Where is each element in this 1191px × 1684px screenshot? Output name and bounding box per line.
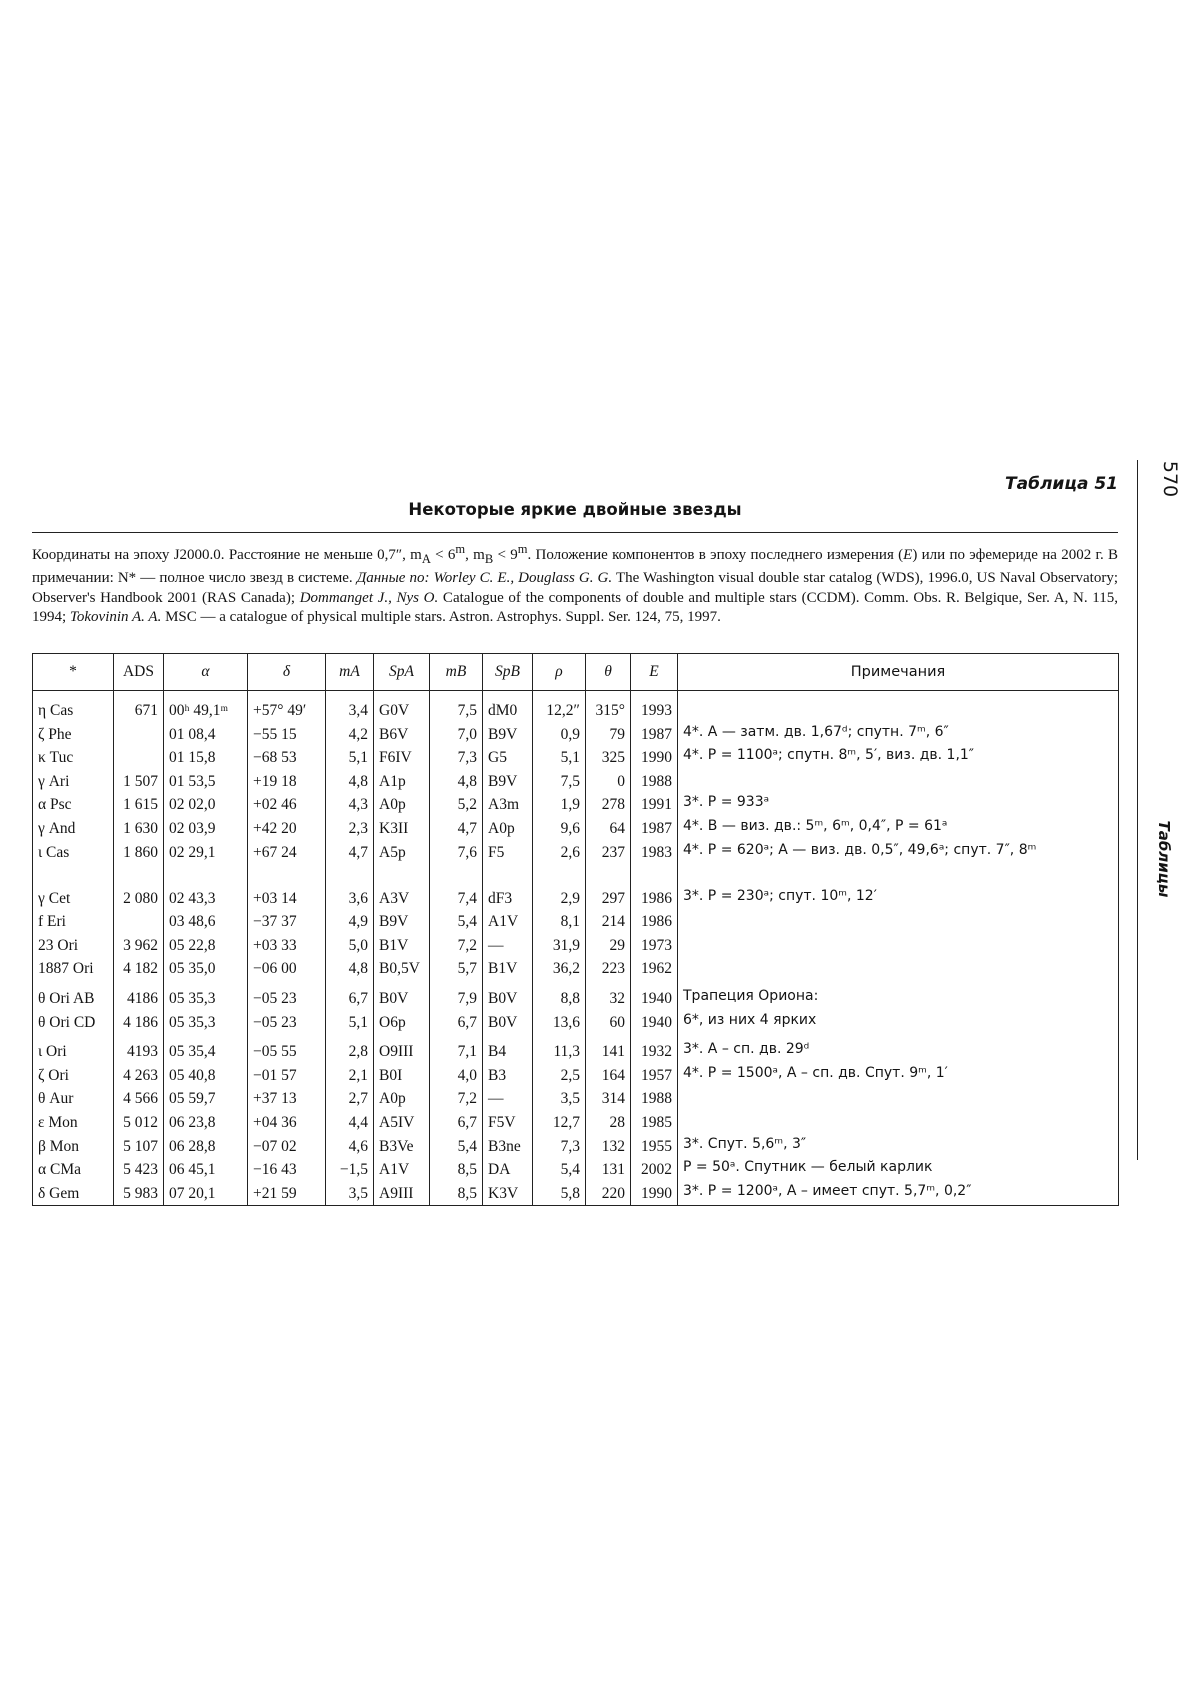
cell-mb: 5,7 xyxy=(430,957,483,981)
cell-rho: 5,1 xyxy=(533,746,586,770)
cell-alpha: 03 48,6 xyxy=(164,910,248,934)
table-row xyxy=(33,934,1119,958)
cell-delta: +37 13 xyxy=(248,1087,326,1111)
side-rule xyxy=(1137,460,1138,1160)
cell-theta: 60 xyxy=(586,1011,631,1035)
cell-e: 1988 xyxy=(631,1087,678,1111)
cell-notes xyxy=(678,1087,1119,1111)
cell-alpha: 00ʰ 49,1ᵐ xyxy=(164,691,248,723)
cell-alpha: 02 03,9 xyxy=(164,817,248,841)
cell-ads: 5 983 xyxy=(114,1182,164,1206)
cell-ads: 5 107 xyxy=(114,1135,164,1159)
cell-star: θ Ori CD xyxy=(33,1011,114,1035)
cell-rho: 2,5 xyxy=(533,1064,586,1088)
cell-e: 1987 xyxy=(631,723,678,747)
cell-delta: +42 20 xyxy=(248,817,326,841)
cell-delta: +57° 49′ xyxy=(248,691,326,723)
cell-rho: 7,5 xyxy=(533,770,586,794)
cell-delta: +03 33 xyxy=(248,934,326,958)
cell-rho: 12,2″ xyxy=(533,691,586,723)
cell-rho: 11,3 xyxy=(533,1034,586,1064)
cell-star: ι Cas xyxy=(33,841,114,881)
cell-ma: 2,3 xyxy=(326,817,374,841)
cell-theta: 223 xyxy=(586,957,631,981)
table-row xyxy=(33,957,1119,981)
cell-star: δ Gem xyxy=(33,1182,114,1206)
cell-notes xyxy=(678,691,1119,723)
table-row xyxy=(33,723,1119,747)
cell-e: 2002 xyxy=(631,1158,678,1182)
table-title: Некоторые яркие двойные звезды xyxy=(408,500,742,519)
cell-delta: −16 43 xyxy=(248,1158,326,1182)
cell-mb: 8,5 xyxy=(430,1182,483,1206)
cell-delta: −68 53 xyxy=(248,746,326,770)
cell-ads: 1 507 xyxy=(114,770,164,794)
cell-theta: 32 xyxy=(586,981,631,1011)
cell-alpha: 06 28,8 xyxy=(164,1135,248,1159)
cell-delta: +03 14 xyxy=(248,881,326,911)
cell-ma: −1,5 xyxy=(326,1158,374,1182)
cell-mb: 7,2 xyxy=(430,934,483,958)
cell-theta: 220 xyxy=(586,1182,631,1206)
cell-notes xyxy=(678,1111,1119,1135)
cell-theta: 297 xyxy=(586,881,631,911)
cell-ma: 3,6 xyxy=(326,881,374,911)
cell-spa: A0p xyxy=(374,1087,430,1111)
cell-spb: dM0 xyxy=(483,691,533,723)
cell-spa: B0,5V xyxy=(374,957,430,981)
cell-alpha: 06 45,1 xyxy=(164,1158,248,1182)
cell-spa: O9III xyxy=(374,1034,430,1064)
cell-spa: K3II xyxy=(374,817,430,841)
cell-theta: 278 xyxy=(586,793,631,817)
cell-ads: 1 860 xyxy=(114,841,164,881)
cell-alpha: 07 20,1 xyxy=(164,1182,248,1206)
cell-e: 1962 xyxy=(631,957,678,981)
cell-delta: −07 02 xyxy=(248,1135,326,1159)
cell-mb: 7,2 xyxy=(430,1087,483,1111)
cell-notes: 4*. P = 1500ᵃ, A – сп. дв. Спут. 9ᵐ, 1′ xyxy=(678,1064,1119,1088)
cell-e: 1986 xyxy=(631,881,678,911)
cell-delta: −01 57 xyxy=(248,1064,326,1088)
cell-theta: 237 xyxy=(586,841,631,881)
cell-rho: 3,5 xyxy=(533,1087,586,1111)
table-row xyxy=(33,793,1119,817)
cell-ads: 2 080 xyxy=(114,881,164,911)
cell-rho: 0,9 xyxy=(533,723,586,747)
cell-ads: 5 423 xyxy=(114,1158,164,1182)
cell-spb: — xyxy=(483,1087,533,1111)
cell-alpha: 02 29,1 xyxy=(164,841,248,881)
cell-notes: 4*. P = 620ᵃ; A — виз. дв. 0,5″, 49,6ᵃ; спут. 7″, 8ᵐ xyxy=(678,841,1119,881)
cell-alpha: 01 53,5 xyxy=(164,770,248,794)
cell-e: 1940 xyxy=(631,1011,678,1035)
cell-spa: B9V xyxy=(374,910,430,934)
table-row xyxy=(33,1087,1119,1111)
cell-e: 1940 xyxy=(631,981,678,1011)
cell-spb: F5V xyxy=(483,1111,533,1135)
cell-star: β Mon xyxy=(33,1135,114,1159)
cell-rho: 2,6 xyxy=(533,841,586,881)
cell-spa: F6IV xyxy=(374,746,430,770)
cell-spa: A0p xyxy=(374,793,430,817)
header-spb: SpB xyxy=(483,654,533,691)
cell-delta: −55 15 xyxy=(248,723,326,747)
page-number: 570 xyxy=(1159,460,1181,498)
cell-theta: 79 xyxy=(586,723,631,747)
header-alpha: α xyxy=(164,654,248,691)
cell-e: 1993 xyxy=(631,691,678,723)
cell-delta: −05 23 xyxy=(248,981,326,1011)
cell-ads: 4 566 xyxy=(114,1087,164,1111)
table-row xyxy=(33,1182,1119,1206)
cell-spa: A5p xyxy=(374,841,430,881)
cell-mb: 5,4 xyxy=(430,910,483,934)
header-mb: mB xyxy=(430,654,483,691)
header-e: E xyxy=(631,654,678,691)
cell-spb: DA xyxy=(483,1158,533,1182)
cell-ma: 4,3 xyxy=(326,793,374,817)
table-body xyxy=(33,691,1119,1206)
header-delta: δ xyxy=(248,654,326,691)
cell-notes: 4*. B — виз. дв.: 5ᵐ, 6ᵐ, 0,4″, P = 61ᵃ xyxy=(678,817,1119,841)
cell-notes xyxy=(678,910,1119,934)
cell-mb: 8,5 xyxy=(430,1158,483,1182)
cell-mb: 7,9 xyxy=(430,981,483,1011)
cell-notes: 3*. P = 230ᵃ; спут. 10ᵐ, 12′ xyxy=(678,881,1119,911)
cell-ads: 4186 xyxy=(114,981,164,1011)
cell-notes: 4*. A — затм. дв. 1,67ᵈ; спутн. 7ᵐ, 6″ xyxy=(678,723,1119,747)
cell-theta: 28 xyxy=(586,1111,631,1135)
cell-rho: 2,9 xyxy=(533,881,586,911)
cell-ma: 2,7 xyxy=(326,1087,374,1111)
table-row xyxy=(33,981,1119,1011)
cell-theta: 314 xyxy=(586,1087,631,1111)
cell-spb: A1V xyxy=(483,910,533,934)
cell-theta: 325 xyxy=(586,746,631,770)
header-theta: θ xyxy=(586,654,631,691)
cell-delta: −06 00 xyxy=(248,957,326,981)
cell-ma: 4,2 xyxy=(326,723,374,747)
cell-ads: 4 186 xyxy=(114,1011,164,1035)
table-header-row xyxy=(33,654,1119,691)
cell-e: 1983 xyxy=(631,841,678,881)
cell-rho: 1,9 xyxy=(533,793,586,817)
cell-delta: +19 18 xyxy=(248,770,326,794)
cell-rho: 13,6 xyxy=(533,1011,586,1035)
cell-spb: B1V xyxy=(483,957,533,981)
cell-theta: 164 xyxy=(586,1064,631,1088)
cell-star: η Cas xyxy=(33,691,114,723)
cell-notes: 6*, из них 4 ярких xyxy=(678,1011,1119,1035)
cell-alpha: 05 35,3 xyxy=(164,1011,248,1035)
cell-theta: 315° xyxy=(586,691,631,723)
cell-spa: A9III xyxy=(374,1182,430,1206)
cell-ads: 4 182 xyxy=(114,957,164,981)
table-row xyxy=(33,770,1119,794)
cell-theta: 29 xyxy=(586,934,631,958)
cell-alpha: 06 23,8 xyxy=(164,1111,248,1135)
cell-theta: 132 xyxy=(586,1135,631,1159)
cell-e: 1973 xyxy=(631,934,678,958)
table-row xyxy=(33,746,1119,770)
section-label: Таблицы xyxy=(1155,820,1173,898)
cell-ma: 4,7 xyxy=(326,841,374,881)
cell-spb: F5 xyxy=(483,841,533,881)
cell-ma: 2,8 xyxy=(326,1034,374,1064)
cell-ads: 3 962 xyxy=(114,934,164,958)
cell-star: ζ Ori xyxy=(33,1064,114,1088)
cell-alpha: 05 35,0 xyxy=(164,957,248,981)
cell-spa: O6p xyxy=(374,1011,430,1035)
header-notes: Примечания xyxy=(678,654,1119,691)
header-spa: SpA xyxy=(374,654,430,691)
cell-star: 1887 Ori xyxy=(33,957,114,981)
cell-rho: 8,1 xyxy=(533,910,586,934)
cell-mb: 7,0 xyxy=(430,723,483,747)
cell-star: ι Ori xyxy=(33,1034,114,1064)
cell-mb: 7,4 xyxy=(430,881,483,911)
cell-ma: 3,5 xyxy=(326,1182,374,1206)
cell-spa: A1p xyxy=(374,770,430,794)
cell-theta: 0 xyxy=(586,770,631,794)
cell-ads: 5 012 xyxy=(114,1111,164,1135)
cell-ads xyxy=(114,723,164,747)
cell-ads xyxy=(114,910,164,934)
cell-e: 1988 xyxy=(631,770,678,794)
cell-spb: dF3 xyxy=(483,881,533,911)
cell-delta: −37 37 xyxy=(248,910,326,934)
cell-alpha: 05 40,8 xyxy=(164,1064,248,1088)
cell-spb: — xyxy=(483,934,533,958)
cell-spa: A1V xyxy=(374,1158,430,1182)
cell-mb: 7,3 xyxy=(430,746,483,770)
cell-e: 1990 xyxy=(631,1182,678,1206)
table-row xyxy=(33,1011,1119,1035)
cell-ads: 4 263 xyxy=(114,1064,164,1088)
cell-ma: 4,8 xyxy=(326,957,374,981)
cell-ma: 4,4 xyxy=(326,1111,374,1135)
cell-rho: 8,8 xyxy=(533,981,586,1011)
cell-spb: A0p xyxy=(483,817,533,841)
cell-e: 1990 xyxy=(631,746,678,770)
cell-alpha: 01 15,8 xyxy=(164,746,248,770)
cell-notes: 3*. P = 933ᵃ xyxy=(678,793,1119,817)
cell-mb: 6,7 xyxy=(430,1011,483,1035)
cell-star: α CMa xyxy=(33,1158,114,1182)
cell-notes xyxy=(678,934,1119,958)
title-rule xyxy=(32,532,1118,533)
cell-ma: 4,6 xyxy=(326,1135,374,1159)
cell-notes: 3*. Спут. 5,6ᵐ, 3″ xyxy=(678,1135,1119,1159)
cell-e: 1955 xyxy=(631,1135,678,1159)
cell-spa: B1V xyxy=(374,934,430,958)
cell-star: 23 Ori xyxy=(33,934,114,958)
cell-notes xyxy=(678,770,1119,794)
cell-e: 1991 xyxy=(631,793,678,817)
cell-star: κ Tuc xyxy=(33,746,114,770)
double-stars-table xyxy=(32,653,1119,1206)
cell-theta: 214 xyxy=(586,910,631,934)
cell-ma: 5,1 xyxy=(326,746,374,770)
cell-mb: 5,2 xyxy=(430,793,483,817)
cell-alpha: 01 08,4 xyxy=(164,723,248,747)
table-row xyxy=(33,1158,1119,1182)
cell-rho: 36,2 xyxy=(533,957,586,981)
cell-e: 1987 xyxy=(631,817,678,841)
cell-notes: 3*. A – сп. дв. 29ᵈ xyxy=(678,1034,1119,1064)
cell-spb: K3V xyxy=(483,1182,533,1206)
header-ma: mA xyxy=(326,654,374,691)
cell-star: γ Cet xyxy=(33,881,114,911)
cell-spb: B3 xyxy=(483,1064,533,1088)
cell-theta: 131 xyxy=(586,1158,631,1182)
cell-rho: 5,8 xyxy=(533,1182,586,1206)
cell-ads: 1 630 xyxy=(114,817,164,841)
cell-ma: 4,9 xyxy=(326,910,374,934)
table-intro-text: Координаты на эпоху J2000.0. Расстояние не меньше 0,7″, $m_A < 6^m$, $m_B < 9^m$. Положение компонентов в эпоху последнего измерения (E) или по эфемериде на 2002 г. В примечании: N* — полное число звезд в системе. Данные по: Worley C. E., Douglass G. G. The Washington visual double star catalog (WDS), 1996.0, US Naval Observatory; Observer's Handbook 2001 (RAS Canada); Dommanget J., Nys O. Catalogue of the components of double and multiple stars (CCDM). Comm. Obs. R. Belgique, Ser. A, N. 115, 1994; Tokovinin A. A. MSC — a catalogue of physical multiple stars. Astron. Astrophys. Suppl. Ser. 124, 75, 1997. xyxy=(32,542,1119,626)
cell-spb: B9V xyxy=(483,770,533,794)
cell-spa: A5IV xyxy=(374,1111,430,1135)
cell-ads: 671 xyxy=(114,691,164,723)
cell-delta: +02 46 xyxy=(248,793,326,817)
cell-e: 1985 xyxy=(631,1111,678,1135)
cell-rho: 5,4 xyxy=(533,1158,586,1182)
cell-spa: B3Ve xyxy=(374,1135,430,1159)
cell-notes: Трапеция Ориона: xyxy=(678,981,1119,1011)
table-row xyxy=(33,1064,1119,1088)
table-row xyxy=(33,910,1119,934)
cell-spb: G5 xyxy=(483,746,533,770)
cell-ma: 5,1 xyxy=(326,1011,374,1035)
cell-spa: G0V xyxy=(374,691,430,723)
cell-ads: 1 615 xyxy=(114,793,164,817)
cell-theta: 64 xyxy=(586,817,631,841)
cell-star: θ Ori AB xyxy=(33,981,114,1011)
cell-star: f Eri xyxy=(33,910,114,934)
header-ads: ADS xyxy=(114,654,164,691)
cell-spb: B3ne xyxy=(483,1135,533,1159)
table-row xyxy=(33,691,1119,723)
cell-e: 1986 xyxy=(631,910,678,934)
table-row xyxy=(33,817,1119,841)
cell-spb: B9V xyxy=(483,723,533,747)
cell-star: ζ Phe xyxy=(33,723,114,747)
cell-notes: P = 50ᵃ. Спутник — белый карлик xyxy=(678,1158,1119,1182)
cell-delta: +67 24 xyxy=(248,841,326,881)
cell-spa: B0V xyxy=(374,981,430,1011)
table-row xyxy=(33,1135,1119,1159)
cell-ads xyxy=(114,746,164,770)
cell-mb: 4,7 xyxy=(430,817,483,841)
cell-spa: B0I xyxy=(374,1064,430,1088)
cell-delta: +04 36 xyxy=(248,1111,326,1135)
cell-rho: 7,3 xyxy=(533,1135,586,1159)
cell-alpha: 05 35,4 xyxy=(164,1034,248,1064)
cell-mb: 7,1 xyxy=(430,1034,483,1064)
cell-mb: 6,7 xyxy=(430,1111,483,1135)
table-row xyxy=(33,881,1119,911)
table-row xyxy=(33,1034,1119,1064)
cell-spa: B6V xyxy=(374,723,430,747)
cell-delta: +21 59 xyxy=(248,1182,326,1206)
cell-rho: 31,9 xyxy=(533,934,586,958)
cell-notes xyxy=(678,957,1119,981)
cell-ma: 6,7 xyxy=(326,981,374,1011)
cell-mb: 4,0 xyxy=(430,1064,483,1088)
cell-mb: 7,5 xyxy=(430,691,483,723)
cell-notes: 3*. P = 1200ᵃ, A – имеет спут. 5,7ᵐ, 0,2″ xyxy=(678,1182,1119,1206)
table-row xyxy=(33,1111,1119,1135)
cell-spb: B4 xyxy=(483,1034,533,1064)
cell-rho: 9,6 xyxy=(533,817,586,841)
header-rho: ρ xyxy=(533,654,586,691)
cell-alpha: 02 43,3 xyxy=(164,881,248,911)
cell-alpha: 02 02,0 xyxy=(164,793,248,817)
cell-star: γ And xyxy=(33,817,114,841)
cell-spb: B0V xyxy=(483,1011,533,1035)
cell-notes: 4*. P = 1100ᵃ; спутн. 8ᵐ, 5′, виз. дв. 1,1″ xyxy=(678,746,1119,770)
cell-star: θ Aur xyxy=(33,1087,114,1111)
cell-alpha: 05 22,8 xyxy=(164,934,248,958)
cell-e: 1957 xyxy=(631,1064,678,1088)
cell-spb: A3m xyxy=(483,793,533,817)
table-number-label: Таблица 51 xyxy=(1005,474,1118,494)
cell-star: α Psc xyxy=(33,793,114,817)
cell-ma: 4,8 xyxy=(326,770,374,794)
cell-alpha: 05 59,7 xyxy=(164,1087,248,1111)
cell-ads: 4193 xyxy=(114,1034,164,1064)
cell-ma: 2,1 xyxy=(326,1064,374,1088)
cell-mb: 7,6 xyxy=(430,841,483,881)
cell-star: ε Mon xyxy=(33,1111,114,1135)
cell-alpha: 05 35,3 xyxy=(164,981,248,1011)
cell-rho: 12,7 xyxy=(533,1111,586,1135)
cell-delta: −05 55 xyxy=(248,1034,326,1064)
cell-e: 1932 xyxy=(631,1034,678,1064)
cell-mb: 4,8 xyxy=(430,770,483,794)
cell-theta: 141 xyxy=(586,1034,631,1064)
cell-mb: 5,4 xyxy=(430,1135,483,1159)
cell-spa: A3V xyxy=(374,881,430,911)
cell-ma: 5,0 xyxy=(326,934,374,958)
cell-star: γ Ari xyxy=(33,770,114,794)
cell-delta: −05 23 xyxy=(248,1011,326,1035)
table-row xyxy=(33,841,1119,881)
cell-spb: B0V xyxy=(483,981,533,1011)
header-star: * xyxy=(33,654,114,691)
cell-ma: 3,4 xyxy=(326,691,374,723)
